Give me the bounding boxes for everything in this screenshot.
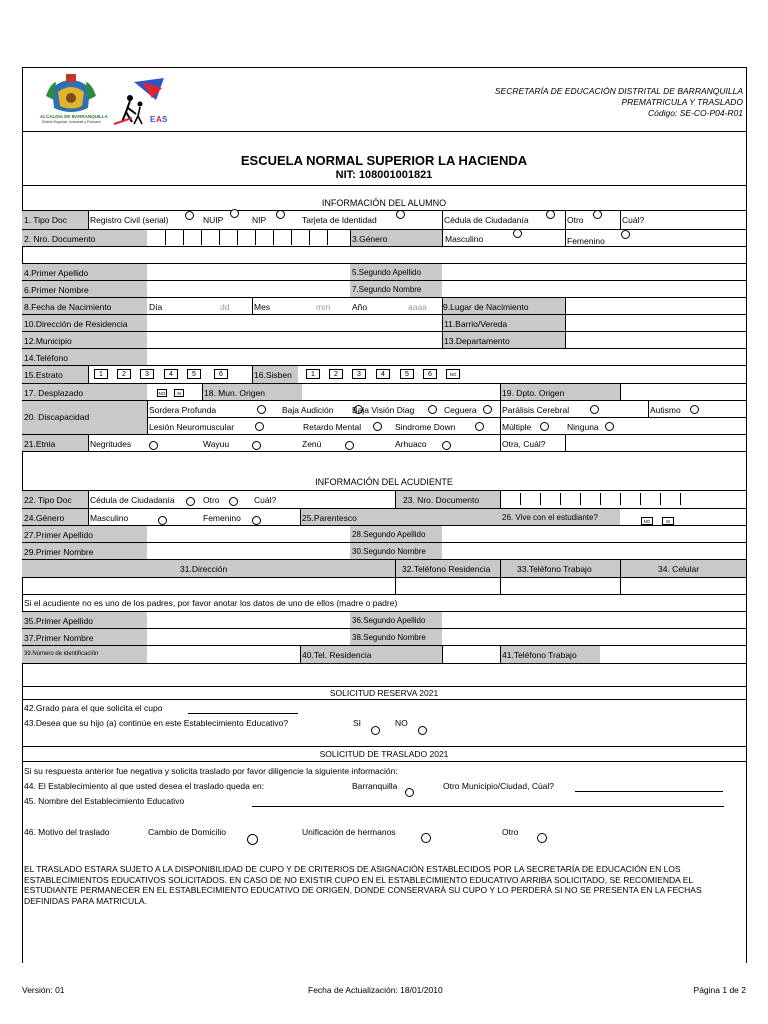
- estrato-label: 15.Estrato: [24, 370, 63, 380]
- masculino-label: Masculino: [445, 234, 484, 244]
- mun-origen-label: 18. Mun. Origen: [204, 388, 265, 398]
- disc-paralisis: Parálisis Cerebral: [502, 405, 570, 415]
- estrato-3[interactable]: 3: [140, 369, 154, 379]
- radio-continue-no[interactable]: [418, 726, 427, 735]
- school-nit: NIT: 108001001821: [335, 169, 433, 181]
- disc-down: Sindrome Down: [395, 422, 456, 432]
- radio-acu-otro[interactable]: [229, 497, 238, 506]
- cambio-domicilio-label: Cambio de Domicilio: [148, 827, 226, 837]
- radio-ceguera[interactable]: [483, 405, 492, 414]
- logo-caption: ALCALDIA DE BARRANQUILLA: [40, 114, 108, 119]
- acu-segundo-nombre-label: 30.Segundo Nombre: [352, 547, 426, 556]
- segundo-nombre-label: 7.Segundo Nombre: [352, 285, 422, 294]
- nota-padres: Si el acudiente no es uno de los padres, por favor anotar los datos de uno de ellos (madre o padre): [24, 598, 398, 608]
- q44-label: 44. El Establecimiento al que usted desea el traslado queda en:: [24, 781, 265, 791]
- q45-label: 45. Nombre del Establecimiento Educativo: [24, 796, 185, 806]
- acu-masculino: Masculino: [90, 513, 129, 523]
- opt-nuip: NUIP: [203, 215, 224, 225]
- radio-femenino[interactable]: [621, 230, 630, 239]
- radio-masculino[interactable]: [513, 229, 522, 238]
- radio-baja-vision[interactable]: [428, 405, 437, 414]
- acu-primer-apellido-label: 27.Primer Apellido: [24, 530, 93, 540]
- disc-sordera: Sordera Profunda: [149, 405, 217, 415]
- radio-cambio-domicilio[interactable]: [247, 834, 258, 845]
- continue-si-label: SI: [353, 718, 362, 728]
- lugar-nac-label: 9.Lugar de Nacimiento: [443, 302, 529, 312]
- school-name: ESCUELA NORMAL SUPERIOR LA HACIENDA: [240, 153, 528, 168]
- estrato-2[interactable]: 2: [117, 369, 131, 379]
- radio-retardo[interactable]: [373, 422, 382, 431]
- primer-nombre-label: 6.Primer Nombre: [24, 285, 89, 295]
- disc-baja-audicion: Baja Audición: [282, 405, 334, 415]
- sisben-options[interactable]: [306, 369, 466, 381]
- genero-label: 3.Género: [352, 234, 388, 244]
- etnia-negritudes: Negritudes: [90, 439, 132, 449]
- disclaimer-line-3: ESTUDIANTE PERMANECER EN EL ESTABLECIMIENTO EDUCATIVO DE ORIGEN, DONDE CONSERVARÁ SU CUPO Y LO PERDERÁ SI NO SE PRESENTA EN LA FECHAS: [24, 885, 702, 895]
- radio-otro[interactable]: [593, 210, 602, 219]
- dia-placeholder[interactable]: dd: [220, 302, 230, 312]
- discapacidad-label: 20. Discapacidad: [24, 412, 90, 422]
- radio-acu-masculino[interactable]: [158, 516, 167, 525]
- disc-retardo: Retardo Mental: [303, 422, 362, 432]
- form-type: PREMATRICULA Y TRASLADO: [621, 97, 743, 107]
- otro-municipio-label: Otro Municipio/Ciudad, Cúal?: [443, 781, 555, 791]
- femenino-label: Femenino: [567, 236, 605, 246]
- footer-pagina: Página 1 de 2: [693, 985, 746, 995]
- grado-input-line[interactable]: [188, 713, 298, 714]
- sisben-label: 16.Sisben: [254, 370, 292, 380]
- establecimiento-input-line[interactable]: [252, 806, 724, 807]
- acu-nro-doc-label: 23. Nro. Documento: [403, 495, 480, 505]
- radio-barranquilla[interactable]: [405, 788, 414, 797]
- opt-tarjeta: Tarjeta de Identidad: [302, 215, 377, 225]
- disc-autismo: Autismo: [650, 405, 681, 415]
- radio-tarjeta[interactable]: [396, 210, 405, 219]
- acu-cual: Cuál?: [254, 495, 277, 505]
- desplazado-no[interactable]: NO: [158, 391, 166, 396]
- sisben-1[interactable]: 1: [306, 369, 320, 379]
- footer-fecha: Fecha de Actualización: 18/01/2010: [308, 985, 443, 995]
- sisben-6[interactable]: 6: [423, 369, 437, 379]
- otro-motivo-label: Otro: [502, 827, 519, 837]
- ano-label: Año: [352, 302, 368, 312]
- radio-ninguna[interactable]: [605, 422, 614, 431]
- p-primer-nombre-label: 37.Primer Nombre: [24, 633, 94, 643]
- opt-nip: NIP: [252, 215, 267, 225]
- sisben-no[interactable]: NO: [446, 369, 460, 379]
- acu-celular-label: 34. Celular: [658, 564, 700, 574]
- svg-text:E: E: [150, 115, 156, 124]
- barrio-label: 11.Barrio/Vereda: [444, 319, 508, 329]
- estrato-4[interactable]: 4: [164, 369, 178, 379]
- etnia-otra: Otra, Cuál?: [502, 439, 546, 449]
- acu-direccion-label: 31.Dirección: [180, 564, 228, 574]
- opt-otro: Otro: [567, 215, 584, 225]
- desplazado-label: 17. Desplazado: [24, 388, 84, 398]
- svg-text:S: S: [162, 115, 168, 124]
- segundo-apellido-label: 5.Segundo Apellido: [352, 268, 421, 277]
- ano-placeholder[interactable]: aaaa: [408, 302, 427, 312]
- acu-femenino: Femenino: [203, 513, 241, 523]
- disclaimer-line-2: ESTABLECIMIENTOS EDUCATIVOS SOLICITADOS. EN CASO DE NO EXISTIR CUPO EN EL ESTABLECIMIENTO EDUCATIVO ARRIBA SOLICITADO, SE RECOMIENDA EL: [24, 874, 694, 885]
- opt-registro-civil: Registro Civil (serial): [90, 215, 169, 225]
- vive-si[interactable]: SI: [662, 517, 674, 525]
- footer-version: Versión: 01: [22, 985, 65, 995]
- grado-label: 42.Grado para el que solicita el cupo: [24, 703, 163, 713]
- radio-registro-civil[interactable]: [185, 211, 194, 220]
- radio-zenu[interactable]: [345, 441, 354, 450]
- radio-otro-motivo[interactable]: [537, 833, 547, 843]
- estrato-1[interactable]: 1: [94, 369, 108, 379]
- section-alumno-title: INFORMACIÓN DEL ALUMNO: [321, 198, 447, 208]
- estrato-6[interactable]: 6: [214, 369, 228, 379]
- etnia-wayuu: Wayuu: [203, 439, 230, 449]
- radio-multiple[interactable]: [540, 422, 549, 431]
- radio-continue-si[interactable]: [371, 726, 380, 735]
- section-traslado-title: SOLICITUD DE TRASLADO 2021: [319, 749, 449, 759]
- radio-wayuu[interactable]: [252, 441, 261, 450]
- radio-down[interactable]: [475, 422, 484, 431]
- acu-vive-label: 26. Vive con el estudiante?: [502, 513, 598, 522]
- estrato-options[interactable]: [94, 369, 244, 381]
- svg-text:A: A: [156, 115, 162, 124]
- disc-lesion: Lesión Neuromuscular: [149, 422, 235, 432]
- radio-acu-femenino[interactable]: [252, 516, 261, 525]
- disclaimer: [24, 864, 702, 906]
- education-logo: [112, 78, 172, 128]
- etnia-label: 21.Etnia: [24, 439, 56, 449]
- acu-genero-label: 24.Género: [24, 513, 65, 523]
- p-nro-ident-label: 39.Número de identificación: [24, 651, 99, 657]
- radio-autismo[interactable]: [690, 405, 699, 414]
- radio-negritudes[interactable]: [149, 441, 158, 450]
- etnia-arhuaco: Arhuaco: [395, 439, 427, 449]
- acu-tipo-doc-label: 22. Tipo Doc: [24, 495, 72, 505]
- vive-no[interactable]: NO: [641, 517, 653, 525]
- municipio-label: 12.Municipio: [24, 336, 72, 346]
- nro-doc-label: 2. Nro. Documento: [24, 234, 96, 244]
- unificacion-label: Unificación de hermanos: [302, 827, 396, 837]
- q46-label: 46. Motivo del traslado: [24, 827, 110, 837]
- traslado-nota: Si su respuesta anterior fue negativa y solicita traslado por favor diligencie la siguiente información:: [24, 766, 398, 776]
- sisben-3[interactable]: 3: [352, 369, 366, 379]
- radio-cedula[interactable]: [546, 210, 555, 219]
- section-acudiente-title: INFORMACIÓN DEL ACUDIENTE: [315, 477, 453, 487]
- estrato-5[interactable]: 5: [187, 369, 201, 379]
- dia-label: Día: [149, 302, 163, 312]
- p-tel-res-label: 40.Tel. Residencia: [302, 650, 372, 660]
- form-code: Código: SE-CO-P04-R01: [648, 108, 743, 118]
- continue-question: 43.Desea que su hijo (a) continúe en este Establecimiento Educativo?: [24, 718, 289, 728]
- acu-tel-res-label: 32.Teléfono Residencia: [402, 564, 491, 574]
- acu-parentesco-label: 25.Parentesco: [302, 513, 357, 523]
- disclaimer-line-4: DEFINIDAS PARA MATRICULA.: [24, 895, 147, 906]
- fecha-nac-label: 8.Fecha de Nacimiento: [24, 302, 112, 312]
- sisben-5[interactable]: 5: [400, 369, 414, 379]
- radio-unificacion[interactable]: [421, 833, 431, 843]
- dpto-origen-label: 19. Dpto. Origen: [502, 388, 565, 398]
- city-seal-logo: [40, 70, 108, 130]
- opt-cedula: Cédula de Ciudadanía: [444, 215, 529, 225]
- nro-doc-boxes[interactable]: [147, 229, 350, 245]
- radio-lesion[interactable]: [255, 422, 264, 431]
- disc-baja-vision: Baja Visión Diag: [352, 405, 415, 415]
- radio-nuip[interactable]: [230, 209, 239, 218]
- telefono-label: 14.Teléfono: [24, 353, 68, 363]
- logo-subcaption: Distrito Especial, Industrial y Portuario: [42, 120, 102, 124]
- p-segundo-nombre-label: 38.Segundo Nombre: [352, 633, 426, 642]
- acu-cedula: Cédula de Ciudadanía: [90, 495, 175, 505]
- mes-label: Mes: [254, 302, 271, 312]
- sisben-4[interactable]: 4: [376, 369, 390, 379]
- continue-no-label: NO: [395, 718, 408, 728]
- disc-ninguna: Ninguna: [567, 422, 599, 432]
- disc-ceguera: Ceguera: [444, 405, 477, 415]
- departamento-label: 13.Departamento: [444, 336, 510, 346]
- sisben-2[interactable]: 2: [329, 369, 343, 379]
- primer-apellido-label: 4.Primer Apellido: [24, 268, 89, 278]
- p-segundo-apellido-label: 36.Segundo Apellido: [352, 616, 426, 625]
- p-primer-apellido-label: 35.Primer Apellido: [24, 616, 93, 626]
- opt-cual: Cuál?: [622, 215, 645, 225]
- direccion-label: 10.Dirección de Residencia: [24, 319, 128, 329]
- desplazado-si[interactable]: SI: [174, 389, 184, 397]
- otro-municipio-input-line[interactable]: [575, 791, 723, 792]
- p-tel-trab-label: 41.Teléfono Trabajo: [502, 650, 577, 660]
- acu-primer-nombre-label: 29.Primer Nombre: [24, 547, 94, 557]
- acu-otro: Otro: [203, 495, 220, 505]
- acu-segundo-apellido-label: 28.Segundo Apellido: [352, 530, 426, 539]
- barranquilla-label: Barranquilla: [352, 781, 398, 791]
- disclaimer-line-1: EL TRASLADO ESTARA SUJETO A LA DISPONIBILIDAD DE CUPO Y DE CRITERIOS DE ASIGNACIÓN ESTABLECIDOS POR LA SECRETARÍA DE EDUCACIÓN EN LOS: [24, 864, 681, 874]
- radio-sordera[interactable]: [257, 405, 266, 414]
- disc-multiple: Múltiple: [502, 422, 532, 432]
- radio-acu-cedula[interactable]: [186, 497, 195, 506]
- etnia-zenu: Zenú: [302, 439, 322, 449]
- acu-tel-trab-label: 33.Teléfono Trabajo: [517, 564, 592, 574]
- radio-arhuaco[interactable]: [442, 441, 451, 450]
- secretaria-title: SECRETARÍA DE EDUCACIÓN DISTRITAL DE BARRANQUILLA: [494, 86, 743, 96]
- section-reserva-title: SOLICITUD RESERVA 2021: [329, 688, 439, 698]
- radio-nip[interactable]: [276, 210, 285, 219]
- mes-placeholder[interactable]: mm: [316, 302, 331, 312]
- tipo-doc-label: 1. Tipo Doc: [24, 215, 67, 225]
- acu-nro-doc-boxes[interactable]: [500, 491, 746, 508]
- radio-paralisis[interactable]: [590, 405, 599, 414]
